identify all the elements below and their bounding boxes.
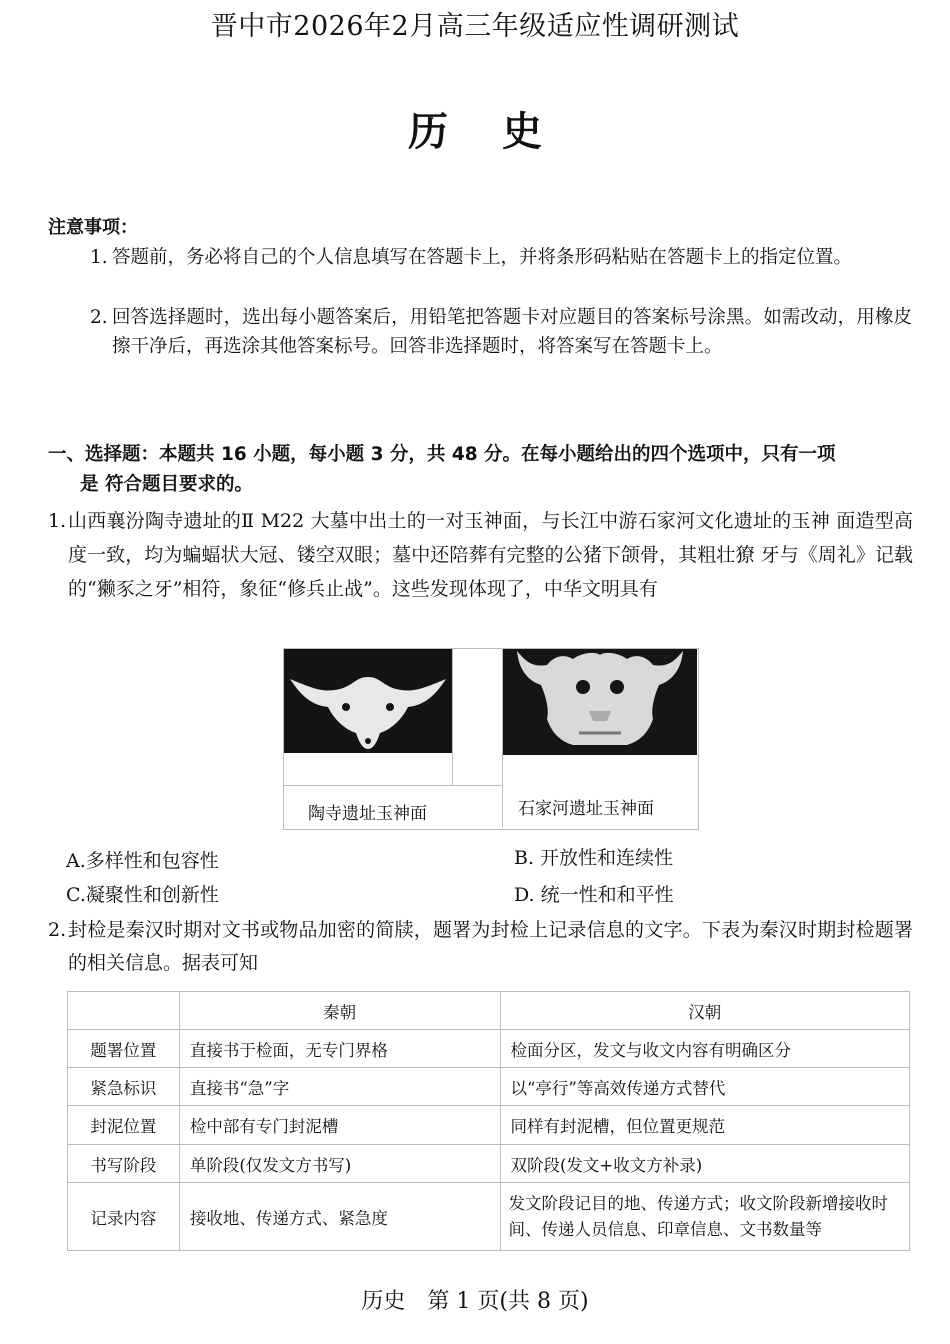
question-1 bbox=[48, 504, 913, 606]
table-cell: 双阶段(发文+收文方补录) bbox=[500, 1145, 910, 1183]
question-number: 1. bbox=[48, 510, 67, 532]
notice-item bbox=[90, 243, 912, 272]
section-heading-line1: 一、选择题：本题共 16 小题，每小题 3 分，共 48 分。在每小题给出的四个选项中，只有一项 bbox=[48, 444, 836, 465]
table-cell: 书写阶段 bbox=[68, 1145, 180, 1183]
table-cell: 紧急标识 bbox=[68, 1068, 180, 1106]
notice-item bbox=[90, 303, 912, 361]
table-cell: 单阶段(仅发文方书写) bbox=[179, 1145, 500, 1183]
table-cell: 记录内容 bbox=[68, 1183, 180, 1251]
option-d: D. 统一性和和平性 bbox=[514, 884, 674, 906]
notice-item-number: 2. bbox=[90, 307, 108, 328]
table-cell: 检面分区，发文与收文内容有明确区分 bbox=[500, 1030, 910, 1068]
notice-item-number: 1. bbox=[90, 247, 108, 268]
jade-mask-figure bbox=[283, 648, 699, 830]
table-cell: 直接书于检面，无专门界格 bbox=[179, 1030, 500, 1068]
table-cell: 检中部有专门封泥槽 bbox=[179, 1106, 500, 1145]
table-row bbox=[68, 1183, 910, 1251]
notice-item-text: 回答选择题时，选出每小题答案后，用铅笔把答题卡对应题目的答案标号涂黑。如需改动，用橡皮擦干净后，再选涂其他答案标号。回答非选择题时，将答案写在答题卡上。 bbox=[112, 307, 912, 357]
exam-title: 晋中市2026年2月高三年级适应性调研测试 bbox=[210, 11, 740, 42]
table-header-cell bbox=[68, 992, 180, 1030]
option-c: C.凝聚性和创新性 bbox=[66, 884, 219, 906]
table-cell: 以“亭行”等高效传递方式替代 bbox=[500, 1068, 910, 1106]
table-cell: 发文阶段记目的地、传递方式；收文阶段新增接收时间、传递人员信息、印章信息、文书数量等 bbox=[500, 1183, 910, 1251]
question-stem: 山西襄汾陶寺遗址的Ⅱ M22 大墓中出土的一对玉神面，与长江中游石家河文化遗址的玉神 面造型高度一致，均为蝙蝠状大冠、镂空双眼；墓中还陪葬有完整的公猪下颌骨，其粗壮獠 牙与《周礼》记载的“獭豕之牙”相符，象征“修兵止战”。这些发现体现了，中华文明具有 bbox=[68, 510, 913, 600]
table-header-cell: 秦朝 bbox=[179, 992, 500, 1030]
figure-left-cell bbox=[284, 649, 503, 827]
caption-right: 石家河遗址玉神面 bbox=[518, 799, 654, 819]
table-row bbox=[68, 1068, 910, 1106]
table-cell: 接收地、传递方式、紧急度 bbox=[179, 1183, 500, 1251]
question-2 bbox=[48, 914, 913, 980]
table-header-row bbox=[68, 992, 910, 1030]
question-stem: 封检是秦汉时期对文书或物品加密的简牍，题署为封检上记录信息的文字。下表为秦汉时期封检题署的相关信息。据表可知 bbox=[68, 919, 913, 974]
table-cell: 封泥位置 bbox=[68, 1106, 180, 1145]
table-row bbox=[68, 1145, 910, 1183]
table-row bbox=[68, 1106, 910, 1145]
shijiahe-jade-mask-image bbox=[503, 649, 697, 755]
page-footer: 历史 第 1 页(共 8 页) bbox=[361, 1289, 589, 1314]
option-b: B. 开放性和连续性 bbox=[514, 847, 674, 869]
table-header-cell: 汉朝 bbox=[500, 992, 910, 1030]
section-heading-line2: 是 符合题目要求的。 bbox=[80, 474, 253, 495]
taosi-jade-mask-image bbox=[284, 649, 452, 753]
subject-title: 历史 bbox=[408, 108, 596, 155]
table-cell: 题署位置 bbox=[68, 1030, 180, 1068]
notice-heading: 注意事项： bbox=[48, 217, 138, 238]
question-number: 2. bbox=[48, 919, 67, 941]
option-a: A.多样性和包容性 bbox=[66, 850, 219, 872]
notice-item-text: 答题前，务必将自己的个人信息填写在答题卡上，并将条形码粘贴在答题卡上的指定位置。 bbox=[112, 247, 853, 268]
table-cell: 直接书“急”字 bbox=[179, 1068, 500, 1106]
section-heading bbox=[48, 440, 913, 500]
table-cell: 同样有封泥槽，但位置更规范 bbox=[500, 1106, 910, 1145]
caption-left: 陶寺遗址玉神面 bbox=[308, 804, 427, 824]
table-row bbox=[68, 1030, 910, 1068]
seal-inscription-table bbox=[67, 991, 910, 1251]
